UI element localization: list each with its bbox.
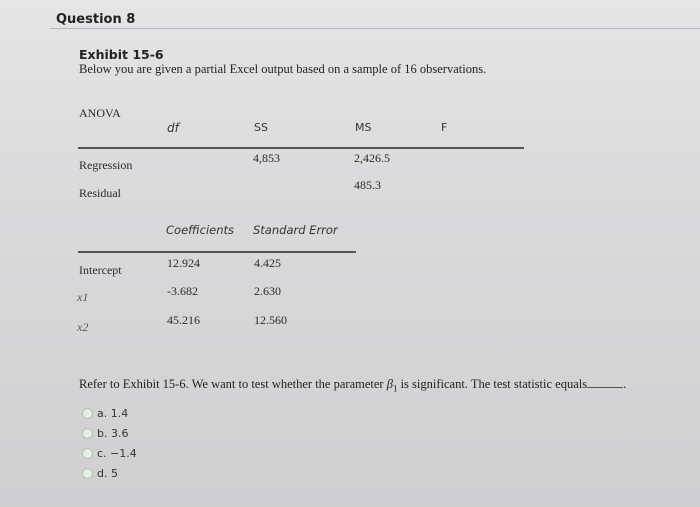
exhibit-title: Exhibit 15-6	[79, 47, 164, 62]
radio-button[interactable]	[82, 448, 93, 459]
coef-header-rule	[78, 251, 356, 253]
coef-header-coefficients: Coefficients	[166, 223, 235, 237]
coef-row-x2-name: x2	[77, 320, 89, 334]
option-d[interactable]	[82, 465, 118, 481]
anova-header-ss: SS	[254, 121, 268, 134]
prompt-subscript: 1	[392, 383, 398, 394]
coef-row-intercept-se: 4.425	[254, 256, 281, 270]
option-b[interactable]	[82, 425, 128, 441]
anova-row-regression-ss: 4,853	[253, 151, 280, 165]
option-a[interactable]	[82, 405, 128, 421]
prompt-text-before: Refer to Exhibit 15-6. We want to test whether the parameter	[79, 377, 387, 391]
question-divider	[50, 28, 700, 29]
answer-blank	[587, 377, 623, 388]
radio-button[interactable]	[82, 468, 93, 479]
option-c-label: c. −1.4	[97, 446, 137, 460]
radio-button[interactable]	[82, 428, 93, 439]
option-c[interactable]	[82, 445, 137, 461]
coef-row-x2-se: 12.560	[254, 313, 287, 327]
anova-row-residual-ms: 485.3	[354, 178, 381, 192]
question-title: Question 8	[56, 12, 136, 27]
coef-row-x1-coef: -3.682	[167, 284, 198, 298]
exhibit-description: Below you are given a partial Excel output based on a sample of 16 observations.	[79, 62, 487, 76]
prompt-text-after: is significant. The test statistic equals	[397, 377, 588, 391]
question-prompt	[79, 377, 626, 394]
option-d-label: d. 5	[97, 466, 118, 480]
anova-row-residual-name: Residual	[79, 186, 121, 200]
coef-row-intercept-coef: 12.924	[167, 256, 200, 270]
anova-header-df: df	[167, 121, 179, 135]
anova-row-regression-name: Regression	[79, 158, 133, 172]
coef-row-x1-se: 2.630	[254, 284, 281, 298]
coef-row-x1-name: x1	[77, 290, 89, 304]
anova-header-ms: MS	[355, 121, 372, 134]
anova-label: ANOVA	[79, 106, 121, 120]
coef-header-standard-error: Standard Error	[253, 223, 338, 237]
option-b-label: b. 3.6	[97, 426, 129, 440]
prompt-beta: β	[386, 377, 393, 391]
prompt-end: .	[623, 377, 627, 391]
anova-row-regression-ms: 2,426.5	[354, 151, 390, 165]
coef-row-x2-coef: 45.216	[167, 313, 200, 327]
option-a-label: a. 1.4	[97, 406, 129, 420]
coef-row-intercept-name: Intercept	[79, 263, 122, 277]
anova-header-f: F	[441, 121, 448, 134]
radio-button[interactable]	[82, 408, 93, 419]
anova-header-rule	[78, 147, 524, 149]
